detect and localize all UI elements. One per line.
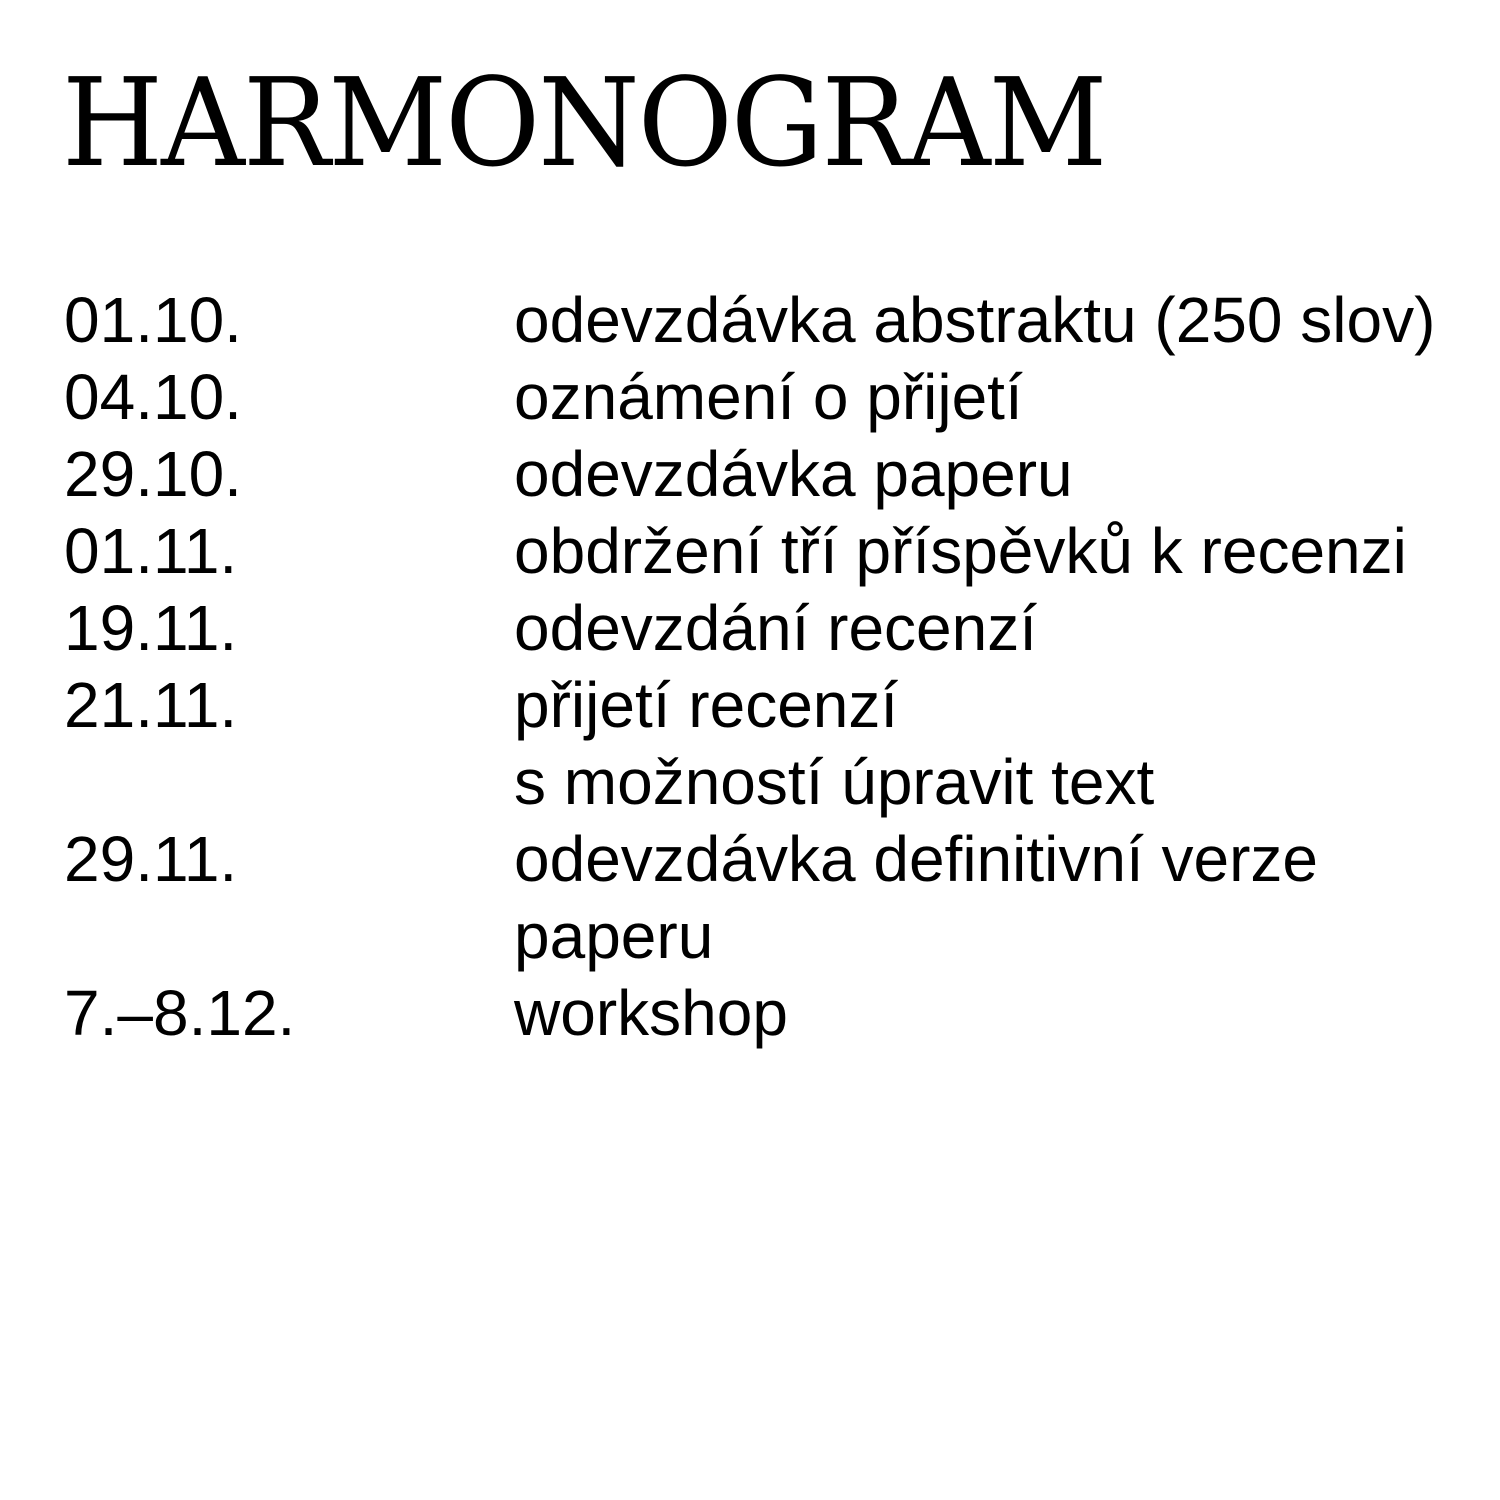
schedule-row xyxy=(64,590,1484,667)
schedule-row xyxy=(64,359,1484,436)
schedule-description xyxy=(514,975,1484,1052)
schedule-date: 01.11. xyxy=(64,515,238,587)
schedule-row xyxy=(64,667,1484,821)
schedule-row xyxy=(64,282,1484,359)
page-title: HARMONOGRAM xyxy=(62,52,1106,194)
schedule-description-line: paperu xyxy=(514,900,714,972)
schedule-description-line: odevzdávka definitivní verze xyxy=(514,823,1318,895)
schedule-date: 7.–8.12. xyxy=(64,977,296,1049)
schedule-description-line: přijetí recenzí xyxy=(514,669,899,741)
schedule-row xyxy=(64,975,1484,1052)
schedule-description xyxy=(514,513,1484,590)
schedule-date: 29.10. xyxy=(64,438,242,510)
schedule-row xyxy=(64,513,1484,590)
schedule-description xyxy=(514,359,1484,436)
schedule-date: 21.11. xyxy=(64,669,238,741)
schedule-description xyxy=(514,821,1484,975)
schedule-row xyxy=(64,436,1484,513)
schedule-description xyxy=(514,282,1484,359)
schedule-list xyxy=(64,282,1484,1052)
schedule-description xyxy=(514,436,1484,513)
schedule-description-line: odevzdávka abstraktu (250 slov) xyxy=(514,284,1436,356)
schedule-description xyxy=(514,590,1484,667)
schedule-description xyxy=(514,667,1484,821)
schedule-date: 19.11. xyxy=(64,592,238,664)
schedule-description-line: oznámení o přijetí xyxy=(514,361,1023,433)
schedule-description-line: odevzdávka paperu xyxy=(514,438,1073,510)
schedule-description-line: workshop xyxy=(514,977,788,1049)
schedule-description-line: s možností úpravit text xyxy=(514,746,1155,818)
schedule-date: 29.11. xyxy=(64,823,238,895)
schedule-date: 04.10. xyxy=(64,361,242,433)
schedule-date: 01.10. xyxy=(64,284,242,356)
schedule-row xyxy=(64,821,1484,975)
schedule-description-line: obdržení tří příspěvků k recenzi xyxy=(514,515,1407,587)
schedule-description-line: odevzdání recenzí xyxy=(514,592,1037,664)
